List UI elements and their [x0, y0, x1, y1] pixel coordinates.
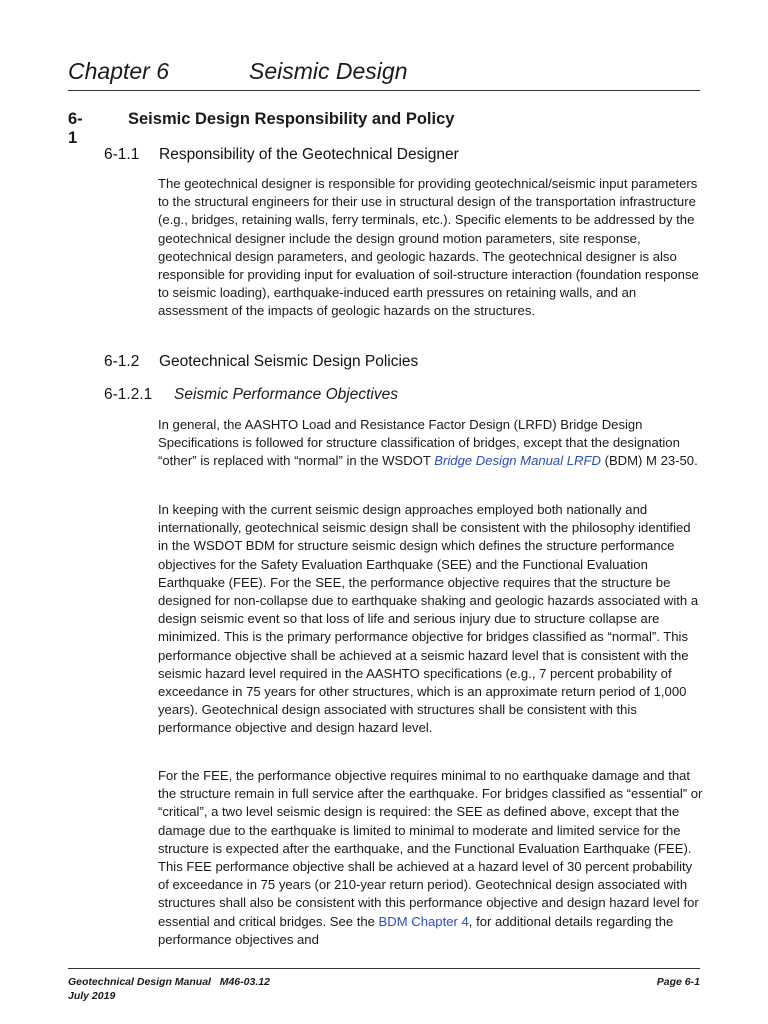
paragraph-text: For the FEE, the performance objective requires minimal to no earthquake damage and that the structure remain in full service after the earthquake. For bridges classified as “essential” or “critical”, a two level seismic design is required: the SEE as defined above, except that the damage due to the earthquake is limited to minimal to moderate and limited service for the structure is expected after the earthquake, and the Functional Evaluation Earthquake (FEE). This FEE performance objective shall be achieved at a hazard level of 30 percent probability of exceedance in 75 years (or 210-year return period). Geotechnical design associated with structures shall also be consistent with this performance objective and design hazard level for essential and critical bridges. See the	[158, 768, 703, 929]
chapter-title: Seismic Design	[249, 58, 408, 84]
paragraph-text: In general, the AASHTO Load and Resistance Factor Design (LRFD) Bridge Design Specifications is followed for structure classification of bridges, except that the designation “other” is replaced with “normal” in the WSDOT	[158, 417, 680, 469]
subsection-number: 6-1.2	[104, 353, 140, 370]
subsubsection-title: Seismic Performance Objectives	[174, 386, 398, 403]
footer-manual-title: Geotechnical Design Manual	[68, 976, 211, 988]
paragraph-text: , for additional details regarding the performance objectives and	[158, 913, 674, 947]
subsection-number: 6-1.1	[104, 146, 140, 163]
subsection-title: Geotechnical Seismic Design Policies	[159, 353, 419, 370]
paragraph-responsibility: The geotechnical designer is responsible for providing geotechnical/seismic input parameters to the structural engineers for their use in structural design of the transportation infrastructure (e.g., bridges, retaining walls, ferry terminals, etc.). Specific elements to be addressed by the geotechnical designer include the design ground motion parameters, site response, geotechnical design parameters, and geologic hazards. The geotechnical designer is also responsible for providing input for evaluation of soil-structure interaction (foundation response to seismic loading), earthquake-induced earth pressures on retaining walls, and an assessment of the impacts of geologic hazards on the structures.	[158, 176, 699, 319]
footer-date: July 2019	[68, 990, 116, 1002]
bdm-lrfd-link[interactable]: Bridge Design Manual LRFD	[434, 453, 601, 469]
paragraph-aashto	[158, 416, 703, 471]
subsubsection-number: 6-1.2.1	[104, 386, 153, 403]
subsection-title: Responsibility of the Geotechnical Designer	[159, 146, 459, 163]
footer-page-number: Page 6-1	[656, 976, 700, 988]
footer-divider	[68, 968, 700, 969]
chapter-header	[68, 56, 700, 91]
bdm-chapter-4-link[interactable]: BDM Chapter 4	[378, 913, 469, 929]
chapter-number: Chapter 6	[68, 58, 170, 84]
paragraph-text: (BDM) M 23-50.	[600, 453, 698, 469]
footer-manual-line	[68, 976, 270, 988]
section-title: Seismic Design Responsibility and Policy	[128, 110, 455, 128]
section-number: 6-1	[68, 110, 83, 147]
paragraph-see: In keeping with the current seismic design approaches employed both nationally and internationally, geotechnical seismic design shall be consistent with the philosophy identified in the WSDOT BDM for structure seismic design which defines the structure performance objectives for the Safety Evaluation Earthquake (SEE) and the Functional Evaluation Earthquake (FEE). For the SEE, the performance objective requires that the structure be designed for non-collapse due to earthquake shaking and geologic hazards associated with a design seismic event so that loss of life and serious injury due to structure collapse are minimized. This is the primary performance objective for bridges classified as “normal”. This performance objective shall be achieved at a seismic hazard level that is consistent with the seismic hazard level required in the AASHTO specifications (e.g., 7 percent probability of exceedance in 75 years for other structures, which is an approximate return period of 1,000 years). Geotechnical design associated with structures shall be consistent with this performance objective and design hazard level.	[158, 502, 699, 736]
footer-doc-number: M46-03.12	[219, 976, 270, 988]
paragraph-fee	[158, 767, 703, 949]
